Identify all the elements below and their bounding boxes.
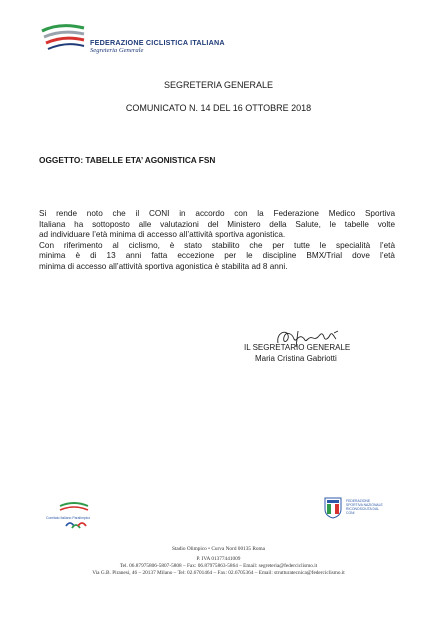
coni-shield-icon [324, 497, 342, 519]
signatory-title: IL SEGRETARIO GENERALE [244, 343, 351, 352]
body-line: Si rende noto che il CONI in accordo con la Federazione Medico Sportiva [39, 209, 395, 218]
footer-address: Stadio Olimpico • Curva Nord 00135 Roma [171, 546, 266, 552]
body-line: Con riferimento al ciclismo, è stato stabilito che per tutte le specialità l’età [39, 240, 395, 250]
footer-milan-contacts: Via G.B. Piranesi, 46 – 20137 Milano – Tel: 02.6701464 – Fax: 02.6705364 – Email: strutturatecnica@federciclismo.it [92, 570, 345, 576]
body-line: minima è di 13 anni fatta eccezione per le discipline BMX/Trial dove l’età [39, 251, 395, 260]
footer-rome-contacts: Tel. 06.87975806-5807-5808 – Fax: 06.87975863-5864 – Email: segreteria@federciclismo.it [119, 563, 318, 569]
federation-logo-icon [40, 22, 86, 52]
body-line: ad individuare l’età minima di accesso all’attività sportiva agonistica. [39, 230, 286, 239]
subject-line: OGGETTO: TABELLE ETA’ AGONISTICA FSN [39, 155, 216, 165]
paralympic-caption: Comitato Italiano Paralimpico [46, 516, 91, 520]
footer-vat: P. IVA 01377441009 [196, 556, 241, 562]
signatory-name: Maria Cristina Gabriotti [255, 354, 337, 363]
coni-recognition-text: FEDERAZIONE SPORTIVA NAZIONALE RICONOSCIUTA DAL CONI [346, 499, 383, 515]
document-heading: SEGRETERIA GENERALE [163, 80, 274, 90]
org-subtitle: Segreteria Generale [90, 47, 144, 54]
body-line: Italiana ha sottoposto alle valutazioni del Ministero della Salute, le tabelle volte [39, 219, 395, 229]
body-line: minima di accesso all’attività sportiva agonistica è stabilita ad 8 anni. [39, 261, 288, 271]
communique-number: COMUNICATO N. 14 DEL 16 OTTOBRE 2018 [125, 103, 312, 113]
org-name: FEDERAZIONE CICLISTICA ITALIANA [90, 38, 225, 47]
paralympic-logo-icon [52, 500, 96, 540]
